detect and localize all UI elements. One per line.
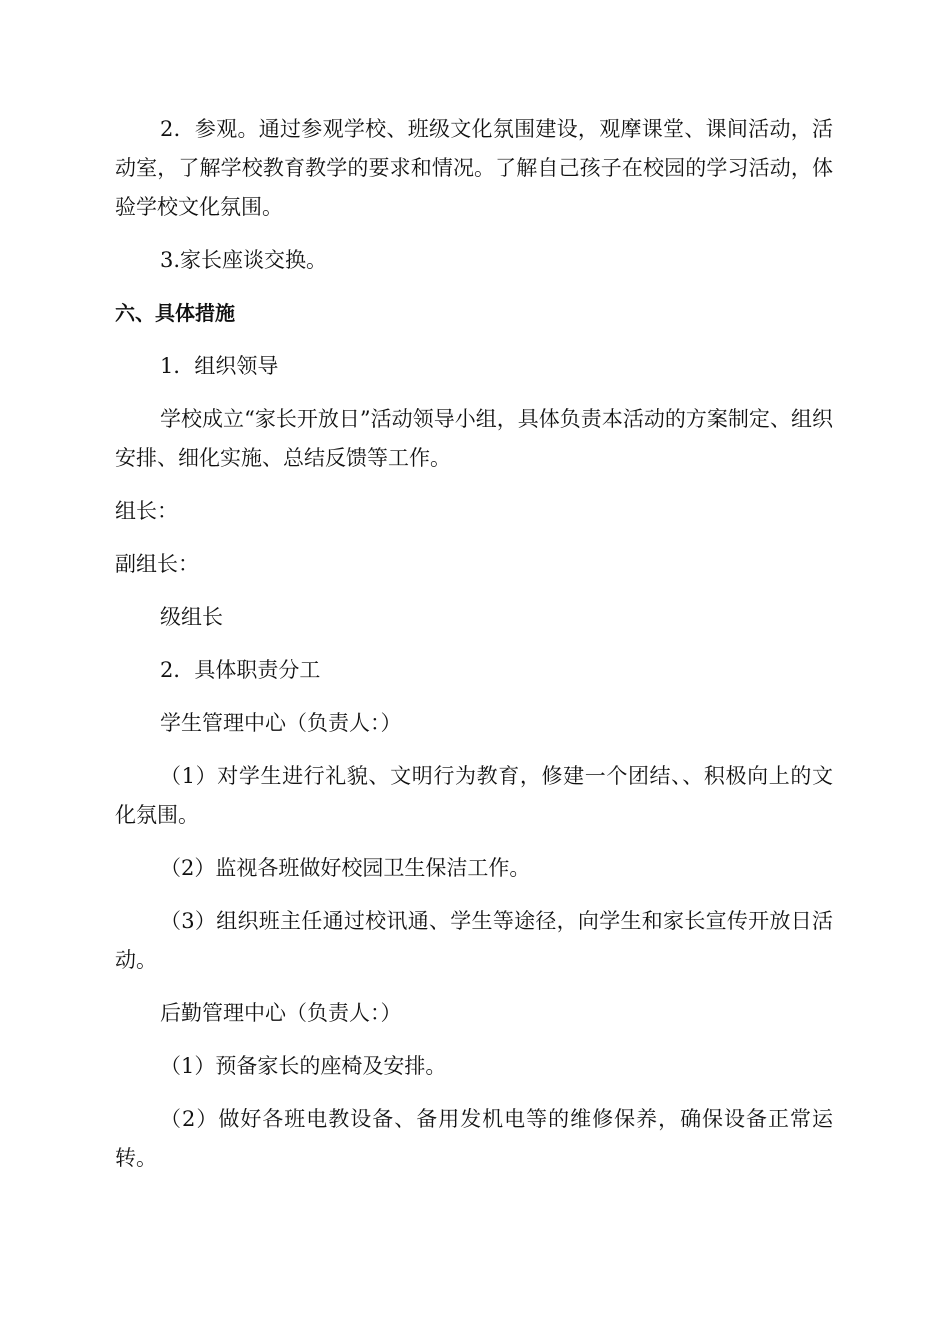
paragraph-group-leader: 组长： bbox=[115, 499, 178, 523]
paragraph-organization: 1．组织领导 bbox=[160, 354, 279, 378]
paragraph-deputy-leader: 副组长： bbox=[115, 552, 199, 576]
paragraph-visit: 2．参观。通过参观学校、班级文化氛围建设，观摩课堂、课间活动，活动室，了解学校教育教学的要求和情况。了解自己孩子在校园的学习活动，体验学校文化氛围。 bbox=[115, 117, 833, 219]
paragraph-student-item-2: （2）监视各班做好校园卫生保洁工作。 bbox=[160, 856, 531, 880]
paragraph-student-item-1: （1）对学生进行礼貌、文明行为教育，修建一个团结、、积极向上的文化氛围。 bbox=[115, 764, 833, 827]
paragraph-student-center: 学生管理中心（负责人：） bbox=[160, 711, 402, 735]
document-body bbox=[115, 110, 833, 1192]
paragraph-student-item-3: （3）组织班主任通过校讯通、学生等途径，向学生和家长宣传开放日活动。 bbox=[115, 909, 833, 972]
paragraph-duties: 2．具体职责分工 bbox=[160, 658, 321, 682]
paragraph-parent-discussion: 3.家长座谈交换。 bbox=[160, 248, 328, 272]
paragraph-logistics-item-2: （2）做好各班电教设备、备用发机电等的维修保养，确保设备正常运转。 bbox=[115, 1107, 833, 1170]
paragraph-grade-leader: 级组长 bbox=[160, 605, 223, 629]
section-heading-measures: 六、具体措施 bbox=[115, 301, 235, 325]
paragraph-logistics-item-1: （1）预备家长的座椅及安排。 bbox=[160, 1054, 447, 1078]
paragraph-logistics-center: 后勤管理中心（负责人：） bbox=[160, 1001, 402, 1025]
paragraph-leadership-group: 学校成立“家长开放日”活动领导小组，具体负责本活动的方案制定、组织安排、细化实施、总结反馈等工作。 bbox=[115, 407, 833, 470]
